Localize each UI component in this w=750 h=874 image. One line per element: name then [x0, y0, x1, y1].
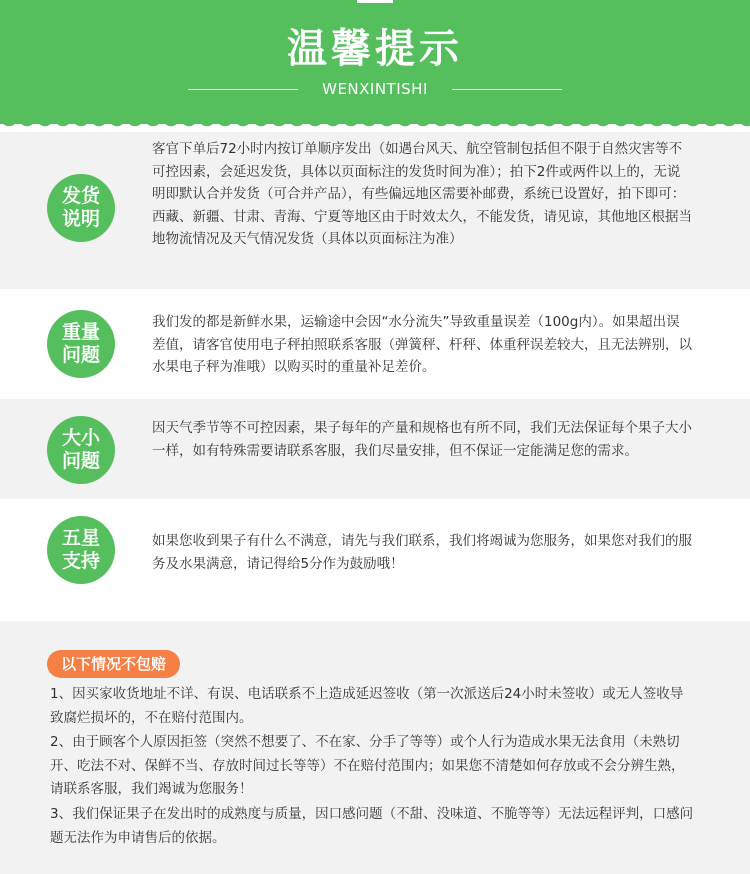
- exclusion-item-3: 3、我们保证果子在发出时的成熟度与质量，因口感问题（不甜、没味道、不脆等等）无法远程评判，口感问题无法作为申请售后的依据。: [50, 806, 694, 846]
- section-five-star: [0, 499, 750, 621]
- header-banner: [0, 0, 750, 124]
- section-weight: [0, 289, 750, 399]
- badge-five-star-line2: 支持: [61, 550, 100, 572]
- section-shipping-text: 客官下单后72小时内按订单顺序发出（如遇台风天、航空管制包括但不限于自然灾害等不可控因素，会延迟发货，具体以页面标注的发货时间为准）；拍下2件或两件以上的，无说明即默认合并发货（可合并产品），有些偏远地区需要补邮费，系统已设置好，拍下即可：西藏、新疆、甘肃、青海、宁夏等地区由于时效太久，不能发货，请见谅，其他地区根据当地物流情况及天气情况发货（具体以页面标注为准）: [152, 141, 692, 247]
- section-size: [0, 399, 750, 499]
- section-shipping: [0, 132, 750, 289]
- badge-shipping: [47, 174, 115, 242]
- exclusion-item-2: 2、由于顾客个人原因拒签（突然不想要了、不在家、分手了等等）或个人行为造成水果无法食用（未熟切开、吃法不对、保鲜不当、存放时间过长等等）不在赔付范围内；如果您不清楚如何存放或不会分辨生熟，请联系客服，我们竭诚为您服务！: [50, 734, 685, 797]
- badge-five-star-line1: 五星: [61, 527, 100, 549]
- badge-shipping-line1: 发货: [61, 185, 100, 207]
- badge-weight: [47, 310, 115, 378]
- badge-weight-line1: 重量: [61, 321, 100, 343]
- exclusions-title-badge: 以下情况不包赔: [47, 650, 180, 678]
- header-wave-edge: [0, 118, 750, 132]
- badge-size-line1: 大小: [61, 427, 100, 449]
- section-size-text: 因天气季节等不可控因素，果子每年的产量和规格也有所不同，我们无法保证每个果子大小一样，如有特殊需要请联系客服，我们尽量安排，但不保证一定能满足您的需求。: [152, 420, 692, 459]
- section-weight-text: 我们发的都是新鲜水果，运输途中会因“水分流失”导致重量误差（100g内）。如果超出误差值，请客官使用电子秤拍照联系客服（弹簧秤、杆秤、体重秤误差较大，且无法辨别，以水果电子秤为准哦）以购买时的重量补足差价。: [152, 314, 692, 375]
- exclusion-item-1: 1、因买家收货地址不详、有误、电话联系不上造成延迟签收（第一次派送后24小时未签收）或无人签收导致腐烂损坏的，不在赔付范围内。: [50, 686, 684, 726]
- section-five-star-text: 如果您收到果子有什么不满意，请先与我们联系，我们将竭诚为您服务，如果您对我们的服务及水果满意，请记得给5分作为鼓励哦！: [152, 533, 692, 572]
- badge-size-line2: 问题: [61, 450, 100, 472]
- badge-shipping-line2: 说明: [61, 208, 100, 230]
- page-subtitle: WENXINTISHI: [322, 80, 428, 98]
- badge-weight-line2: 问题: [61, 344, 100, 366]
- badge-five-star: [47, 516, 115, 584]
- badge-size: [47, 416, 115, 484]
- page-title: 温馨提示: [287, 26, 463, 72]
- header-dash: [357, 0, 393, 3]
